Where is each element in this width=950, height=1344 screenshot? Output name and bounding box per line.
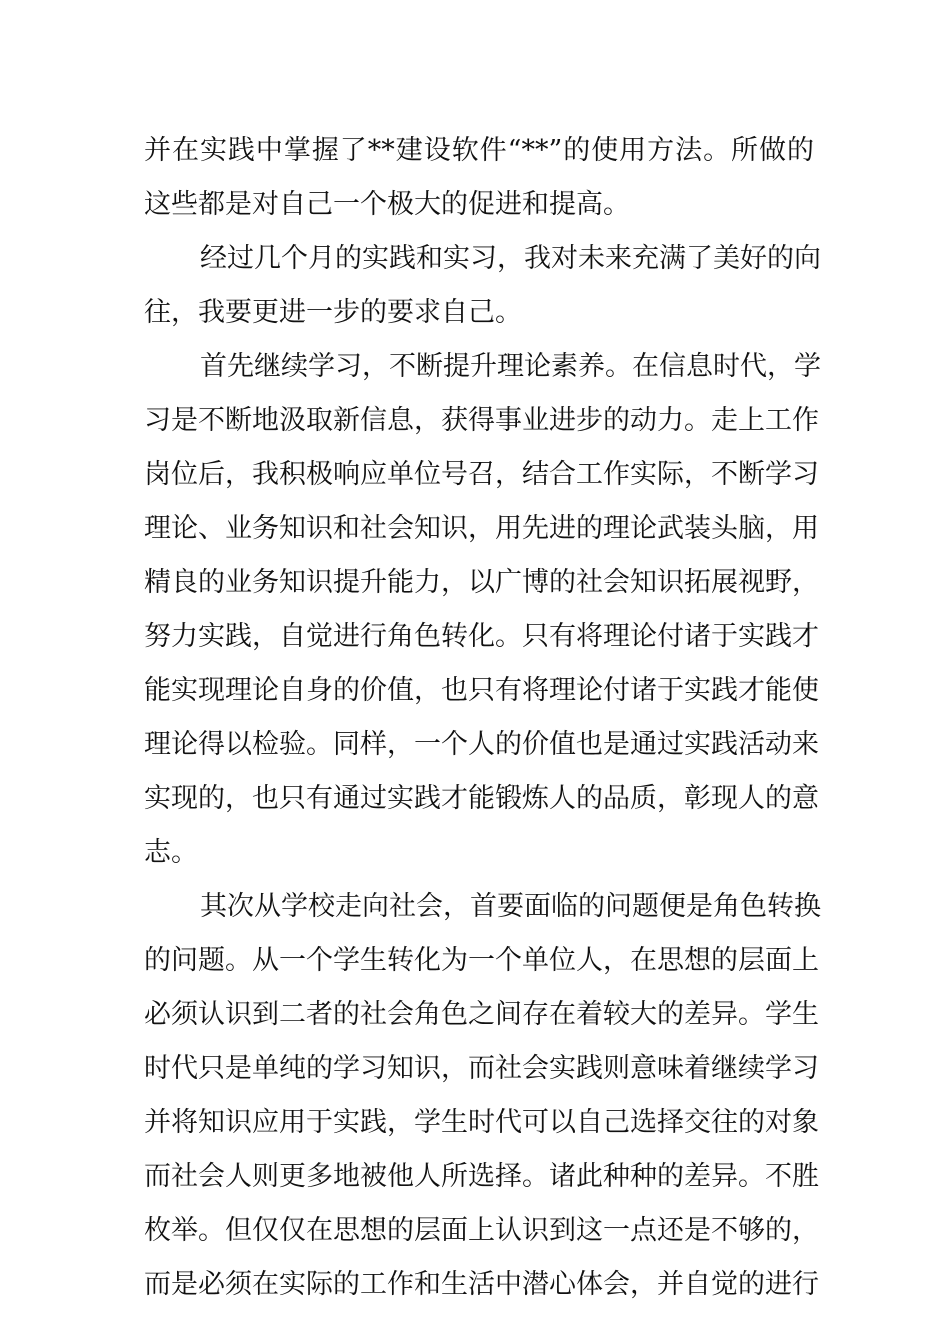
paragraph-3-line-1: 首先继续学习，不断提升理论素养。在信息时代，学 xyxy=(200,351,821,382)
paragraph-3-line-9: 实现的，也只有通过实践才能锻炼人的品质，彰现人的意 xyxy=(144,783,819,814)
paragraph-4-line-3: 必须认识到二者的社会角色之间存在着较大的差异。学生 xyxy=(144,999,819,1030)
paragraph-3-line-10: 志。 xyxy=(144,837,198,868)
paragraph-4-line-2: 的问题。从一个学生转化为一个单位人，在思想的层面上 xyxy=(144,945,819,976)
paragraph-3-line-7: 能实现理论自身的价值，也只有将理论付诸于实践才能使 xyxy=(144,675,819,706)
paragraph-4-line-4: 时代只是单纯的学习知识，而社会实践则意味着继续学习 xyxy=(144,1053,819,1084)
paragraph-2-line-2: 往，我要更进一步的要求自己。 xyxy=(144,297,522,328)
paragraph-3-line-3: 岗位后，我积极响应单位号召，结合工作实际，不断学习 xyxy=(144,459,819,490)
paragraph-2-line-1: 经过几个月的实践和实习，我对未来充满了美好的向 xyxy=(200,243,821,274)
paragraph-3-line-8: 理论得以检验。同样，一个人的价值也是通过实践活动来 xyxy=(144,729,819,760)
paragraph-4-line-6: 而社会人则更多地被他人所选择。诸此种种的差异。不胜 xyxy=(144,1161,819,1192)
paragraph-4-line-7: 枚举。但仅仅在思想的层面上认识到这一点还是不够的， xyxy=(144,1215,819,1246)
paragraph-4-line-1: 其次从学校走向社会，首要面临的问题便是角色转换 xyxy=(200,891,821,922)
paragraph-3-line-5: 精良的业务知识提升能力，以广博的社会知识拓展视野， xyxy=(144,567,819,598)
paragraph-1-line-1: 并在实践中掌握了**建设软件“**”的使用方法。所做的 xyxy=(144,135,814,166)
paragraph-3-line-4: 理论、业务知识和社会知识，用先进的理论武装头脑，用 xyxy=(144,513,819,544)
paragraph-4-line-8: 而是必须在实际的工作和生活中潜心体会，并自觉的进行 xyxy=(144,1269,819,1300)
document-body xyxy=(144,127,821,1315)
paragraph-1-line-2: 这些都是对自己一个极大的促进和提高。 xyxy=(144,189,630,220)
paragraph-4-line-5: 并将知识应用于实践，学生时代可以自己选择交往的对象 xyxy=(144,1107,819,1138)
paragraph-3-line-6: 努力实践，自觉进行角色转化。只有将理论付诸于实践才 xyxy=(144,621,819,652)
paragraph-3-line-2: 习是不断地汲取新信息，获得事业进步的动力。走上工作 xyxy=(144,405,819,436)
